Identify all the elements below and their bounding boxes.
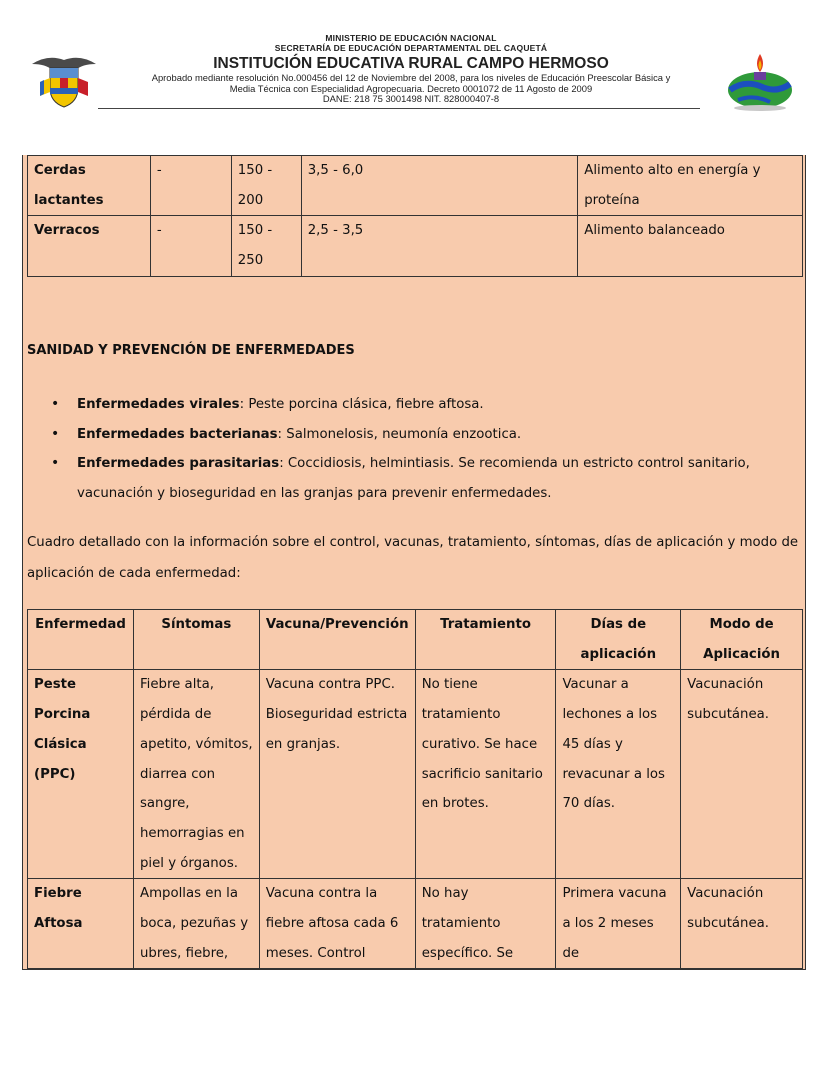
feeding-type-cell: Alimento alto en energía y proteína [578, 156, 803, 216]
resolution-line-2: Media Técnica con Especialidad Agropecuaria. Decreto 0001072 de 11 Agosto de 2009 [229, 82, 593, 94]
feeding-category-cell: Verracos [28, 216, 151, 276]
table-row [28, 216, 803, 276]
list-item [43, 420, 803, 450]
list-item [43, 449, 803, 508]
list-item [43, 390, 803, 420]
header-divider [98, 108, 700, 109]
mode-cell: Vacunación subcutánea. [681, 879, 803, 969]
table-row [28, 156, 803, 216]
days-cell: Vacunar a lechones a los 45 días y revacunar a los 70 días. [556, 670, 681, 879]
bullet-label: Enfermedades parasitarias [77, 456, 280, 472]
bullet-label: Enfermedades bacterianas [77, 426, 278, 442]
column-header: Vacuna/Prevención [259, 610, 415, 670]
content-area [22, 155, 806, 970]
disease-name-cell: Peste Porcina Clásica (PPC) [28, 670, 134, 879]
disease-name-cell: Fiebre Aftosa [28, 879, 134, 969]
feeding-category-cell: Cerdas lactantes [28, 156, 151, 216]
column-header: Enfermedad [28, 610, 134, 670]
feeding-amount-cell: 2,5 - 3,5 [301, 216, 578, 276]
feeding-cell: - [150, 216, 231, 276]
vaccine-cell: Vacuna contra la fiebre aftosa cada 6 meses. Control [259, 879, 415, 969]
document-header [0, 0, 828, 120]
bullet-text: : Coccidiosis, helmintiasis. Se recomienda un estricto control sanitario, vacunación y bioseguridad en las granjas para prevenir enfermedades. [77, 456, 750, 502]
intro-paragraph: Cuadro detallado con la información sobre el control, vacunas, tratamiento, síntomas, días de aplicación y modo de aplicación de cada enfermedad: [27, 535, 799, 581]
bullet-label: Enfermedades virales [77, 397, 240, 412]
disease-table [27, 609, 803, 969]
treatment-cell: No tiene tratamiento curativo. Se hace sacrificio sanitario en brotes. [415, 670, 556, 879]
symptoms-cell: Ampollas en la boca, pezuñas y ubres, fiebre, [133, 879, 259, 969]
days-cell: Primera vacuna a los 2 meses de [556, 879, 681, 969]
bullet-text: : Salmonelosis, neumonía enzootica. [277, 426, 522, 442]
feeding-type-cell: Alimento balanceado [578, 216, 803, 276]
mode-cell: Vacunación subcutánea. [681, 670, 803, 879]
column-header: Días de aplicación [556, 610, 681, 670]
table-row [28, 879, 803, 969]
header-text-block [96, 33, 726, 105]
secretariat-line: SECRETARÍA DE EDUCACIÓN DEPARTAMENTAL DEL CAQUETÁ [274, 43, 548, 53]
section-title: SANIDAD Y PREVENCIÓN DE ENFERMEDADES [27, 343, 355, 358]
institution-name: INSTITUCIÓN EDUCATIVA RURAL CAMPO HERMOSO [213, 55, 609, 72]
vaccine-cell: Vacuna contra PPC. Bioseguridad estricta en granjas. [259, 670, 415, 879]
school-logo-icon [724, 50, 796, 112]
symptoms-cell: Fiebre alta, pérdida de apetito, vómitos, diarrea con sangre, hemorragias en piel y órganos. [133, 670, 259, 879]
treatment-cell: No hay tratamiento específico. Se [415, 879, 556, 969]
dane-line: DANE: 218 75 3001498 NIT. 828000407-8 [322, 93, 500, 104]
table-header-row [28, 610, 803, 670]
feeding-table [27, 155, 803, 277]
disease-bullet-list [43, 390, 803, 509]
feeding-weight-cell: 150 - 200 [231, 156, 301, 216]
feeding-cell: - [150, 156, 231, 216]
column-header: Modo de Aplicación [681, 610, 803, 670]
table-row [28, 670, 803, 879]
ministry-line: MINISTERIO DE EDUCACIÓN NACIONAL [325, 33, 497, 43]
feeding-weight-cell: 150 - 250 [231, 216, 301, 276]
feeding-amount-cell: 3,5 - 6,0 [301, 156, 578, 216]
resolution-line-1: Aprobado mediante resolución No.000456 del 12 de Noviembre del 2008, para los niveles de Educación Preescolar Básica y [151, 72, 671, 83]
colombia-coat-of-arms-icon [30, 52, 98, 110]
column-header: Tratamiento [415, 610, 556, 670]
column-header: Síntomas [133, 610, 259, 670]
bullet-text: : Peste porcina clásica, fiebre aftosa. [239, 397, 484, 412]
